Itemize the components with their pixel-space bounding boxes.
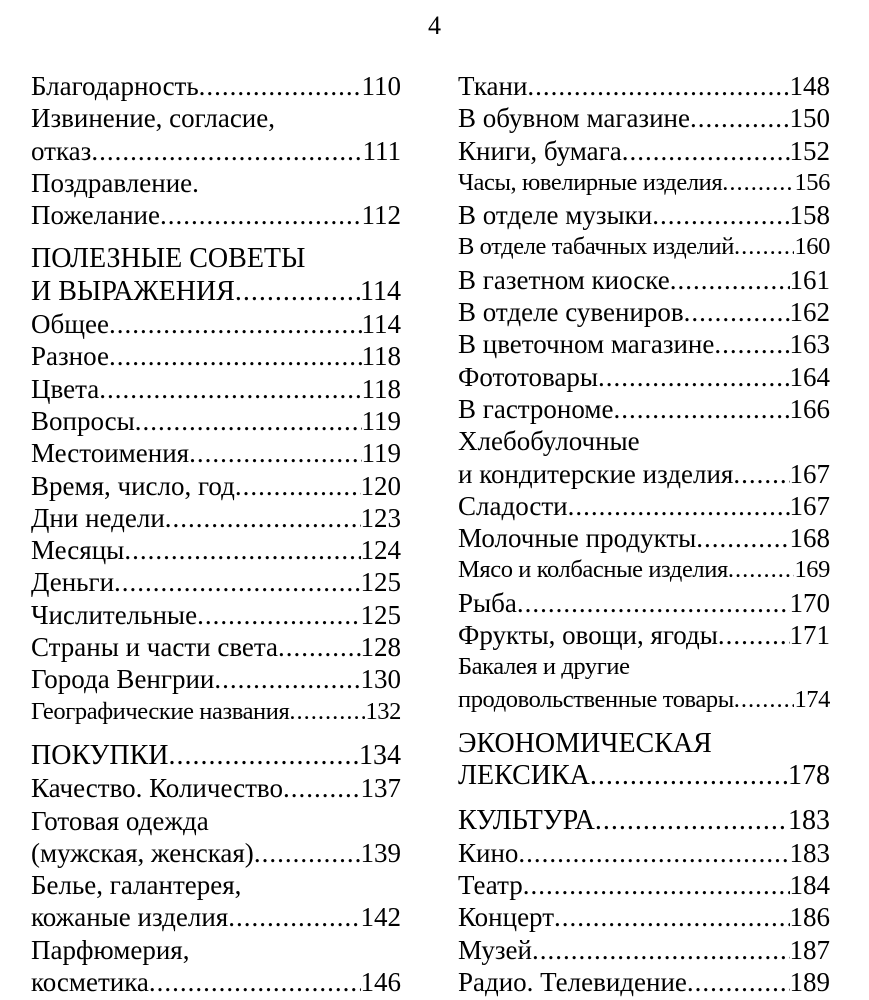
toc-entry-title: В отделе музыки [458, 200, 653, 231]
toc-entry [458, 70, 830, 102]
toc-entry-title: Часы, ювелирные изделия [458, 168, 723, 196]
toc-page-ref: 132 [365, 697, 401, 725]
toc-page-ref: 110 [361, 71, 401, 101]
toc-entry-line [31, 70, 401, 102]
dot-leader [289, 696, 365, 728]
toc-page-ref: 119 [361, 438, 401, 469]
toc-entry-line [458, 837, 830, 869]
toc-entry-title: ПОКУПКИ [31, 739, 169, 771]
toc-entry [458, 135, 830, 167]
toc-entry-title: Готовая одежда [31, 805, 209, 836]
toc-entry [458, 425, 830, 490]
toc-entry-line [458, 554, 830, 586]
toc-page-ref: 187 [789, 934, 830, 965]
toc-page-ref: 171 [789, 620, 830, 651]
dot-leader [114, 566, 360, 598]
toc-entry [31, 599, 401, 631]
toc-entry [31, 308, 401, 340]
toc-entry-line [458, 102, 830, 134]
toc-entry-line [31, 340, 401, 372]
dot-leader [696, 522, 789, 554]
toc-page-ref: 170 [789, 587, 830, 618]
toc-entry [31, 373, 401, 405]
toc-entry-title: И ВЫРАЖЕНИЯ [31, 275, 235, 307]
toc-entry-line [458, 619, 830, 651]
toc-page-ref: 158 [789, 200, 830, 231]
dot-leader [613, 393, 789, 425]
toc-entry-title: Ткани [458, 71, 528, 101]
toc-page-ref: 168 [789, 523, 830, 554]
toc-entry [458, 328, 830, 360]
toc-entry-line [31, 534, 401, 566]
toc-entry [458, 522, 830, 554]
toc-entry-title: Фототовары [458, 361, 599, 392]
toc-entry-title: Бакалея и другие [458, 653, 630, 681]
toc-page-ref: 162 [789, 297, 830, 328]
toc-entry-title: ЭКОНОМИЧЕСКАЯ [458, 727, 712, 759]
toc-entry-line [31, 837, 401, 869]
toc-page-ref: 123 [360, 502, 401, 533]
toc-entry [458, 199, 830, 231]
toc-page-ref: 124 [360, 535, 401, 566]
toc-entry-title: Географические названия [31, 697, 290, 725]
dot-leader [160, 199, 362, 231]
toc-entry-line [458, 966, 830, 998]
toc-entry [31, 631, 401, 663]
dot-leader [670, 264, 790, 296]
toc-entry [458, 393, 830, 425]
toc-entry-title: Деньги [31, 567, 115, 598]
page-number: 4 [428, 11, 441, 40]
dot-leader [189, 437, 361, 469]
toc-page-ref: 183 [789, 837, 830, 868]
toc-entry-title: В гастрономе [458, 393, 614, 424]
toc-entry-line [458, 684, 830, 716]
toc-entry-line [31, 276, 401, 308]
toc-entry-line [458, 934, 830, 966]
toc-entry-title: Радио. Телевидение [458, 967, 687, 998]
toc-entry-line [31, 696, 401, 728]
toc-entry-title: Цвета [31, 373, 100, 404]
toc-entry [458, 619, 830, 651]
toc-entry-title: Молочные продукты [458, 523, 697, 554]
toc-entry-line [458, 361, 830, 393]
toc-section-entry [458, 728, 830, 793]
toc-page-ref: 120 [360, 470, 401, 501]
toc-entry-line [31, 437, 401, 469]
dot-leader [254, 837, 361, 869]
toc-entry-line [31, 502, 401, 534]
dot-leader [684, 296, 790, 328]
toc-page-ref: 174 [794, 685, 830, 713]
toc-entry-title: Время, число, год [31, 470, 235, 501]
dot-leader [109, 340, 362, 372]
toc-page-ref: 183 [788, 804, 830, 836]
toc-entry-line [458, 805, 830, 837]
toc-entry-title: В цветочном магазине [458, 329, 715, 360]
dot-leader [523, 869, 790, 901]
toc-page-ref: 137 [360, 773, 401, 804]
dot-leader [622, 135, 790, 167]
dot-leader [99, 373, 361, 405]
toc-entry [31, 663, 401, 695]
dot-leader [687, 966, 790, 998]
toc-entry [458, 966, 830, 998]
toc-entry-title: ЛЕКСИКА [458, 760, 590, 792]
toc-page-ref: 118 [361, 341, 401, 372]
toc-entry-title: В газетном киоске [458, 264, 670, 295]
toc-entry-line [458, 901, 830, 933]
toc-entry-title: В обувном магазине [458, 103, 690, 134]
toc-page-ref: 112 [361, 200, 401, 231]
toc-page-ref: 178 [788, 760, 830, 792]
toc-entry [458, 264, 830, 296]
dot-leader [722, 167, 794, 199]
toc-entry-line [458, 869, 830, 901]
dot-leader [527, 70, 789, 102]
toc-entry-line [31, 772, 401, 804]
toc-entry-line [458, 393, 830, 425]
toc-page-ref: 130 [360, 664, 401, 695]
toc-page-ref: 156 [794, 168, 830, 196]
toc-entry-title: Извинение, согласие, [31, 103, 275, 134]
toc-entry-line [458, 231, 830, 263]
toc-right-column [458, 70, 830, 998]
toc-entry-line [458, 458, 830, 490]
toc-entry-line [458, 296, 830, 328]
toc-entry-title: и кондитерские изделия [458, 458, 734, 489]
toc-entry [31, 772, 401, 804]
toc-entry [31, 934, 401, 999]
toc-page-ref: 167 [789, 490, 830, 521]
toc-entry-title: В отделе сувениров [458, 297, 684, 328]
toc-entry-line [458, 760, 830, 792]
toc-entry-line [31, 901, 401, 933]
toc-page-ref: 114 [360, 275, 401, 307]
toc-page-ref: 146 [360, 967, 401, 998]
toc-entry [31, 340, 401, 372]
dot-leader [734, 684, 795, 716]
toc-entry-line [31, 102, 401, 134]
toc-entry-title: Пожелание [31, 200, 160, 231]
toc-section-entry [31, 740, 401, 772]
dot-leader [169, 740, 360, 772]
toc-page-ref: 142 [360, 902, 401, 933]
dot-leader [165, 502, 361, 534]
toc-entry [458, 102, 830, 134]
dot-leader [728, 554, 795, 586]
toc-page-ref: 152 [789, 135, 830, 166]
toc-entry-title: Дни недели [31, 502, 165, 533]
toc-entry [458, 934, 830, 966]
dot-leader [124, 534, 360, 566]
toc-entry-line [458, 199, 830, 231]
toc-entry [458, 554, 830, 586]
toc-entry-title: КУЛЬТУРА [458, 804, 595, 836]
toc-entry [458, 837, 830, 869]
toc-entry [31, 534, 401, 566]
toc-entry-title: Концерт [458, 902, 554, 933]
toc-entry-title: Книги, бумага [458, 135, 622, 166]
toc-entry-title: Мясо и колбасные изделия [458, 556, 728, 584]
dot-leader [518, 837, 789, 869]
toc-entry-title: (мужская, женская) [31, 837, 254, 868]
toc-page-ref: 163 [789, 329, 830, 360]
toc-entry-title: Театр [458, 870, 523, 901]
toc-entry-line [31, 167, 401, 199]
toc-entry-line [31, 566, 401, 598]
toc-entry-title: Парфюмерия, [31, 934, 190, 965]
toc-entry-line [31, 805, 401, 837]
dot-leader [532, 934, 790, 966]
dot-leader [214, 663, 360, 695]
toc-entry-title: Рыба [458, 587, 517, 618]
toc-page-ref: 128 [360, 632, 401, 663]
toc-entry-line [31, 199, 401, 231]
toc-entry-line [31, 373, 401, 405]
toc-page-ref: 125 [360, 599, 401, 630]
dot-leader [135, 405, 362, 437]
dot-leader [714, 328, 789, 360]
toc-entry-title: В отделе табачных изделий [458, 233, 734, 261]
toc-page-ref: 166 [789, 393, 830, 424]
toc-entry-line [31, 663, 401, 695]
toc-page-ref: 111 [362, 135, 401, 166]
toc-entry [31, 696, 401, 728]
toc-entry-title: Разное [31, 341, 109, 372]
toc-entry-title: Белье, галантерея, [31, 870, 242, 901]
dot-leader [595, 805, 788, 837]
toc-page-ref: 186 [789, 902, 830, 933]
toc-entry-line [458, 135, 830, 167]
toc-entry-line [31, 243, 401, 275]
toc-entry [31, 566, 401, 598]
toc-entry [458, 296, 830, 328]
toc-entry-title: Качество. Количество [31, 773, 283, 804]
toc-entry [458, 167, 830, 199]
toc-entry-line [458, 728, 830, 760]
toc-entry-title: отказ [31, 135, 92, 166]
dot-leader [690, 102, 790, 134]
toc-entry-title: Города Венгрии [31, 664, 215, 695]
toc-entry-line [31, 740, 401, 772]
toc-entry-title: Местоимения [31, 438, 190, 469]
dot-leader [734, 231, 794, 263]
toc-entry-title: Месяцы [31, 535, 125, 566]
toc-entry [31, 102, 401, 167]
dot-leader [733, 458, 789, 490]
toc-entry-title: Числительные [31, 599, 198, 630]
toc-entry [31, 805, 401, 870]
toc-entry-line [31, 405, 401, 437]
dot-leader [197, 599, 360, 631]
dot-leader [228, 901, 360, 933]
toc-section-entry [31, 243, 401, 308]
toc-page-ref: 139 [360, 837, 401, 868]
toc-entry [458, 231, 830, 263]
toc-entry-title: Общее [31, 309, 109, 340]
toc-entry [458, 587, 830, 619]
dot-leader [109, 308, 362, 340]
toc-entry-line [31, 934, 401, 966]
toc-page-ref: 114 [361, 309, 401, 340]
toc-entry-line [31, 631, 401, 663]
dot-leader [590, 760, 788, 792]
toc-entry [458, 869, 830, 901]
toc-entry-title: кожаные изделия [31, 902, 229, 933]
toc-entry [31, 869, 401, 934]
toc-entry-line [458, 587, 830, 619]
toc-page-ref: 148 [789, 71, 830, 101]
dot-leader [91, 135, 362, 167]
toc-entry [31, 502, 401, 534]
dot-leader [278, 631, 360, 663]
toc-entry [31, 167, 401, 232]
toc-entry-line [458, 651, 830, 683]
toc-page-ref: 150 [789, 103, 830, 134]
dot-leader [283, 772, 361, 804]
toc-entry [458, 901, 830, 933]
toc-entry-title: Страны и части света [31, 632, 279, 663]
toc-entry-title: Сладости [458, 490, 568, 521]
toc-entry-title: Поздравление. [31, 167, 199, 198]
toc-entry-title: Фрукты, овощи, ягоды [458, 620, 718, 651]
toc-entry-title: Кино [458, 837, 519, 868]
toc-entry-line [31, 869, 401, 901]
toc-page-ref: 125 [360, 567, 401, 598]
toc-entry [31, 437, 401, 469]
toc-page-ref: 189 [789, 967, 830, 998]
toc-page-ref: 161 [789, 264, 830, 295]
toc-page-ref: 164 [789, 361, 830, 392]
toc-page-ref: 169 [794, 556, 830, 584]
toc-entry-line [458, 264, 830, 296]
toc-entry [31, 470, 401, 502]
toc-entry-title: Хлебобулочные [458, 426, 640, 457]
toc-entry-line [31, 135, 401, 167]
dot-leader [568, 490, 790, 522]
toc-page-ref: 184 [789, 870, 830, 901]
dot-leader [554, 901, 790, 933]
toc-entry-line [31, 470, 401, 502]
toc-entry-title: Вопросы [31, 405, 135, 436]
toc-entry-line [31, 308, 401, 340]
toc-entry-line [31, 966, 401, 998]
dot-leader [652, 199, 789, 231]
dot-leader [718, 619, 790, 651]
toc-page-ref: 134 [359, 739, 401, 771]
toc-entry [458, 361, 830, 393]
toc-entry [31, 70, 401, 102]
toc-entry-line [458, 425, 830, 457]
toc-entry [458, 490, 830, 522]
toc-entry-line [458, 522, 830, 554]
toc-entry-title: косметика [31, 967, 149, 998]
toc-section-entry [458, 805, 830, 837]
toc-page-ref: 160 [794, 233, 830, 261]
toc-page-ref: 118 [361, 373, 401, 404]
toc-entry-line [458, 70, 830, 102]
dot-leader [235, 470, 361, 502]
toc-left-column [31, 70, 401, 998]
toc-entry-title: продовольственные товары [458, 685, 734, 713]
toc-entry-line [458, 328, 830, 360]
dot-leader [598, 361, 789, 393]
dot-leader [235, 276, 360, 308]
dot-leader [199, 70, 362, 102]
toc-entry [31, 405, 401, 437]
dot-leader [517, 587, 790, 619]
toc-page-ref: 119 [361, 405, 401, 436]
toc-entry-line [458, 490, 830, 522]
toc-entry-title: Благодарность [31, 71, 199, 101]
toc-entry [458, 651, 830, 716]
dot-leader [149, 966, 361, 998]
toc-entry-line [458, 167, 830, 199]
toc-page-ref: 167 [789, 458, 830, 489]
toc-entry-title: Музей [458, 934, 532, 965]
toc-entry-title: ПОЛЕЗНЫЕ СОВЕТЫ [31, 243, 306, 275]
toc-entry-line [31, 599, 401, 631]
